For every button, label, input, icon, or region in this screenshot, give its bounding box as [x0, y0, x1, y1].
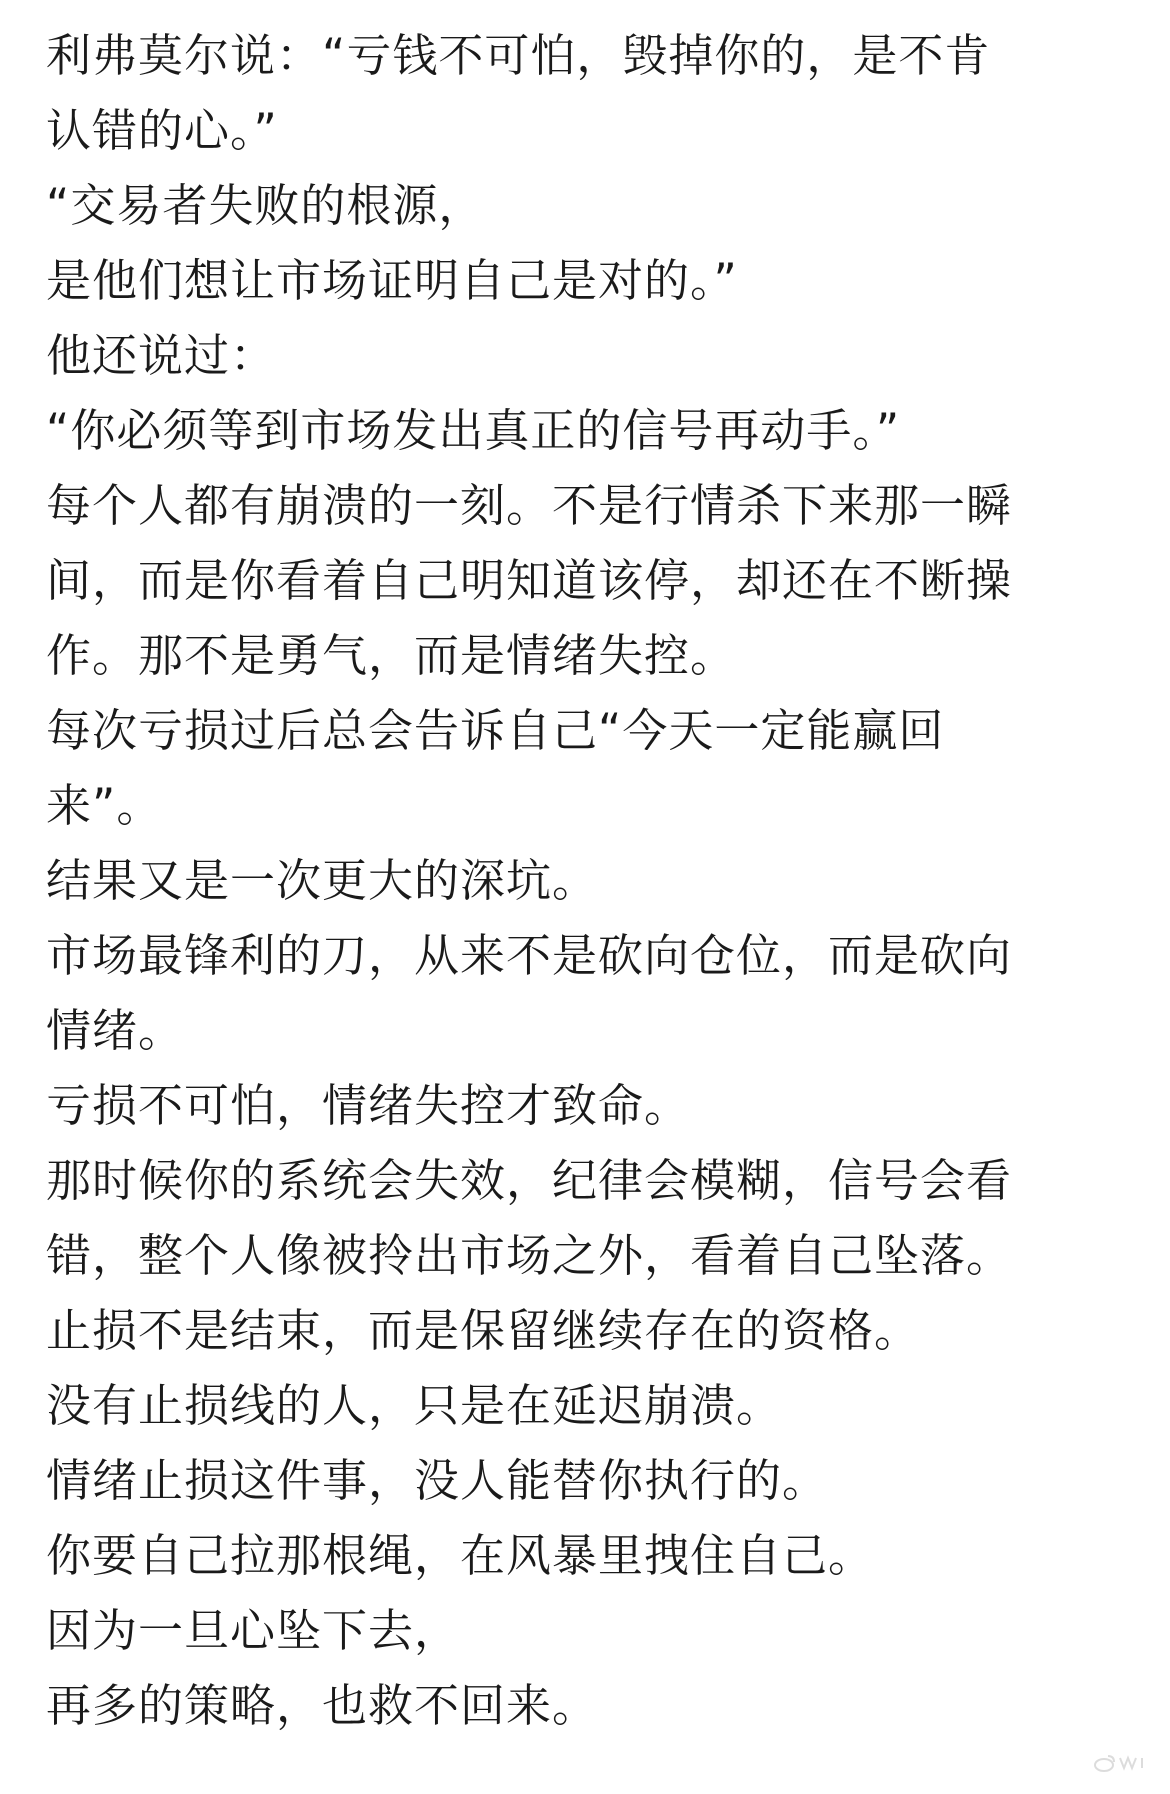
text-line: 他还说过： [46, 329, 277, 382]
text-line: 认错的心。” [46, 104, 278, 157]
text-line: 你要自己拉那根绳，在风暴里拽住自己。 [46, 1529, 875, 1582]
text-line: 错，整个人像被拎出市场之外，看着自己坠落。 [46, 1229, 1013, 1282]
text-line: 间，而是你看着自己明知道该停，却还在不断操 [46, 554, 1013, 607]
text-line: 情绪。 [46, 1004, 185, 1057]
text-line: 是他们想让市场证明自己是对的。” [46, 254, 738, 307]
text-line: 每次亏损过后总会告诉自己“今天一定能赢回 [46, 704, 945, 757]
text-line: 利弗莫尔说：“亏钱不可怕，毁掉你的，是不肯 [46, 29, 991, 82]
text-line: 作。那不是勇气，而是情绪失控。 [46, 629, 737, 682]
text-line: 没有止损线的人，只是在延迟崩溃。 [46, 1379, 783, 1432]
text-line: 情绪止损这件事，没人能替你执行的。 [46, 1454, 829, 1507]
post-text [46, 18, 1136, 1743]
text-line: 每个人都有崩溃的一刻。不是行情杀下来那一瞬 [46, 479, 1013, 532]
text-line: “交易者失败的根源， [46, 179, 485, 232]
text-line: 市场最锋利的刀，从来不是砍向仓位，而是砍向 [46, 929, 1013, 982]
weibo-watermark-icon [1092, 1750, 1152, 1776]
text-line: 止损不是结束，而是保留继续存在的资格。 [46, 1304, 921, 1357]
text-line: 那时候你的系统会失效，纪律会模糊，信号会看 [46, 1154, 1013, 1207]
text-line: 因为一旦心坠下去， [46, 1604, 461, 1657]
text-line: 再多的策略，也救不回来。 [46, 1679, 599, 1732]
text-line: 亏损不可怕，情绪失控才致命。 [46, 1079, 691, 1132]
text-line: 来”。 [46, 779, 163, 832]
text-line: 结果又是一次更大的深坑。 [46, 854, 599, 907]
text-line: “你必须等到市场发出真正的信号再动手。” [46, 404, 901, 457]
